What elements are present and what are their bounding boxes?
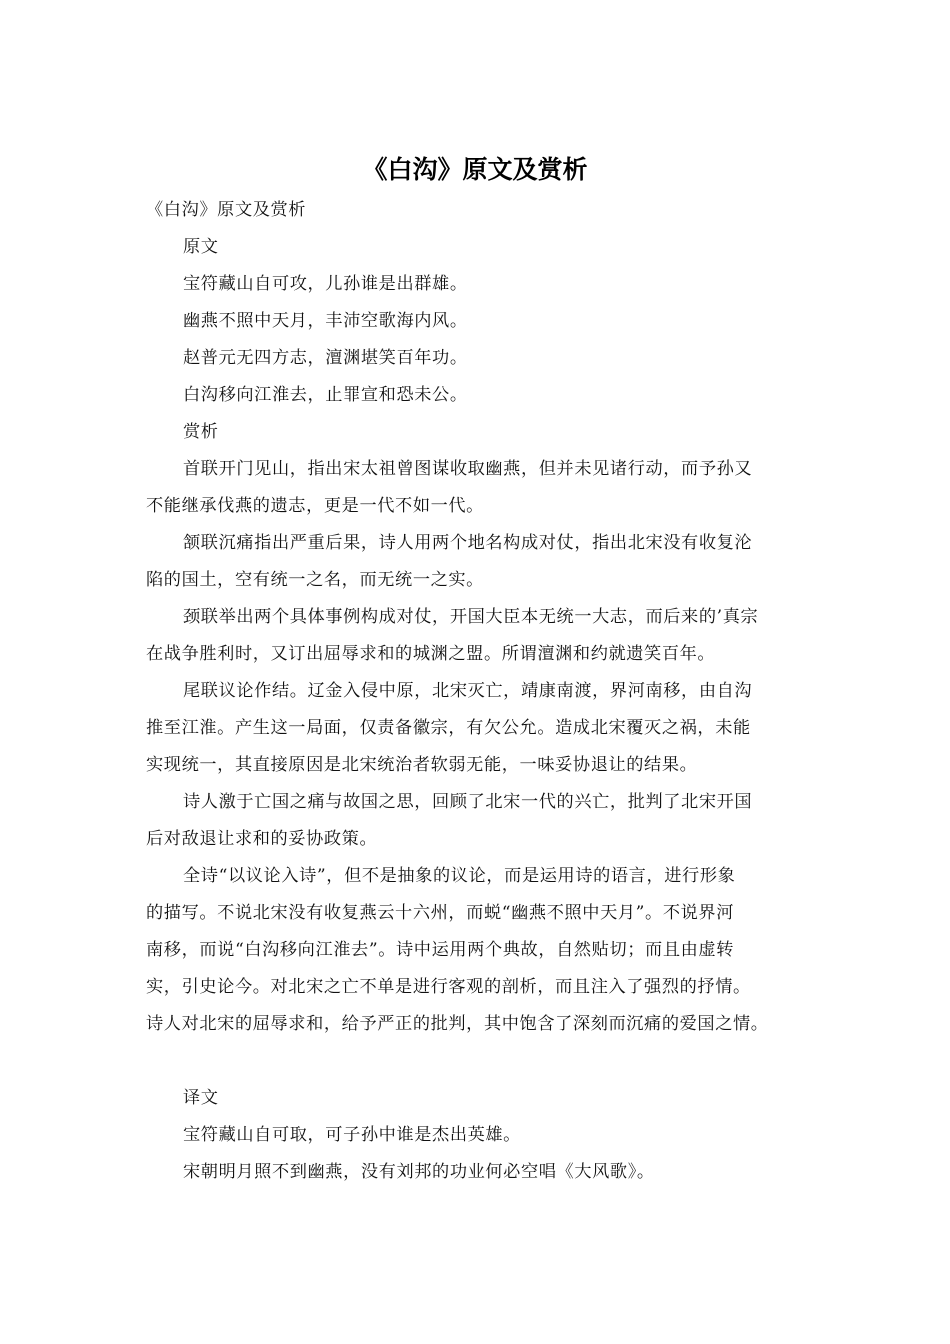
- paragraph-line: 陷的国土，空有统一之名，而无统一之实。: [146, 570, 484, 590]
- poem-line: 白沟移向江淮去，止罪宣和恐未公。: [183, 385, 468, 405]
- translation-line: 宝符藏山自可取，可子孙中谁是杰出英雄。: [183, 1125, 521, 1145]
- paragraph-line: 推至江淮。产生这一局面，仅责备徽宗，有欠公允。造成北宋覆灭之祸，未能: [146, 718, 751, 738]
- document-body: [146, 192, 806, 1191]
- analysis-paragraph: [146, 451, 806, 525]
- translation-heading: 译文: [183, 1088, 219, 1108]
- paragraph-line: 诗人对北宋的屈辱求和，给予严正的批判，其中饱含了深刻而沉痛的爱国之情。: [146, 1014, 769, 1034]
- paragraph-line: 颈联举出两个具体事例构成对仗，开国大臣本无统一大志，而后来的’真宗: [183, 607, 759, 627]
- paragraph-line: 尾联议论作结。辽金入侵中原，北宋灭亡，靖康南渡，界河南移，由自沟: [183, 681, 753, 701]
- analysis-heading: 赏析: [183, 422, 219, 442]
- translation-line: 宋朝明月照不到幽燕，没有刘邦的功业何必空唱《大风歌》。: [183, 1162, 655, 1182]
- document-subtitle: 《白沟》原文及赏析: [146, 200, 307, 220]
- original-heading: 原文: [183, 237, 219, 257]
- paragraph-line: 后对敌退让求和的妥协政策。: [146, 829, 378, 849]
- analysis-paragraph: [146, 673, 806, 784]
- paragraph-line: 诗人激于亡国之痛与故国之思，回顾了北宋一代的兴亡，批判了北宋开国: [183, 792, 753, 812]
- analysis-paragraph: [146, 525, 806, 599]
- paragraph-line: 实，引史论今。对北宋之亡不单是进行客观的剖析，而且注入了强烈的抒情。: [146, 977, 751, 997]
- paragraph-line: 在战争胜利时，又订出屈辱求和的城渊之盟。所谓澶渊和约就遗笑百年。: [146, 644, 716, 664]
- analysis-paragraph: [146, 858, 806, 1043]
- paragraph-line: 的描写。不说北宋没有收复燕云十六州，而蜕“幽燕不照中天月”。不说界河: [146, 903, 734, 923]
- analysis-paragraph: [146, 784, 806, 858]
- paragraph-line: 颔联沉痛指出严重后果，诗人用两个地名构成对仗，指出北宋没有收复沦: [183, 533, 753, 553]
- paragraph-line: 全诗“以议论入诗”，但不是抽象的议论，而是运用诗的语言，进行形象: [183, 866, 736, 886]
- analysis-paragraph: [146, 599, 806, 673]
- paragraph-line: 不能继承伐燕的遗志，更是一代不如一代。: [146, 496, 484, 516]
- document-title: 《白沟》原文及赏析: [362, 155, 588, 184]
- paragraph-line: 首联开门见山，指出宋太祖曾图谋收取幽燕，但并未见诸行动，而予孙又: [183, 459, 753, 479]
- poem-line: 宝符藏山自可攻，儿孙谁是出群雄。: [183, 274, 468, 294]
- section-spacer: [146, 1043, 806, 1080]
- paragraph-line: 实现统一，其直接原因是北宋统治者软弱无能，一味妥协退让的结果。: [146, 755, 698, 775]
- poem-line: 幽燕不照中天月，丰沛空歌海内风。: [183, 311, 468, 331]
- poem-line: 赵普元无四方志，澶渊堪笑百年功。: [183, 348, 468, 368]
- paragraph-line: 南移，而说“白沟移向江淮去”。诗中运用两个典故，自然贴切；而且由虚转: [146, 940, 734, 960]
